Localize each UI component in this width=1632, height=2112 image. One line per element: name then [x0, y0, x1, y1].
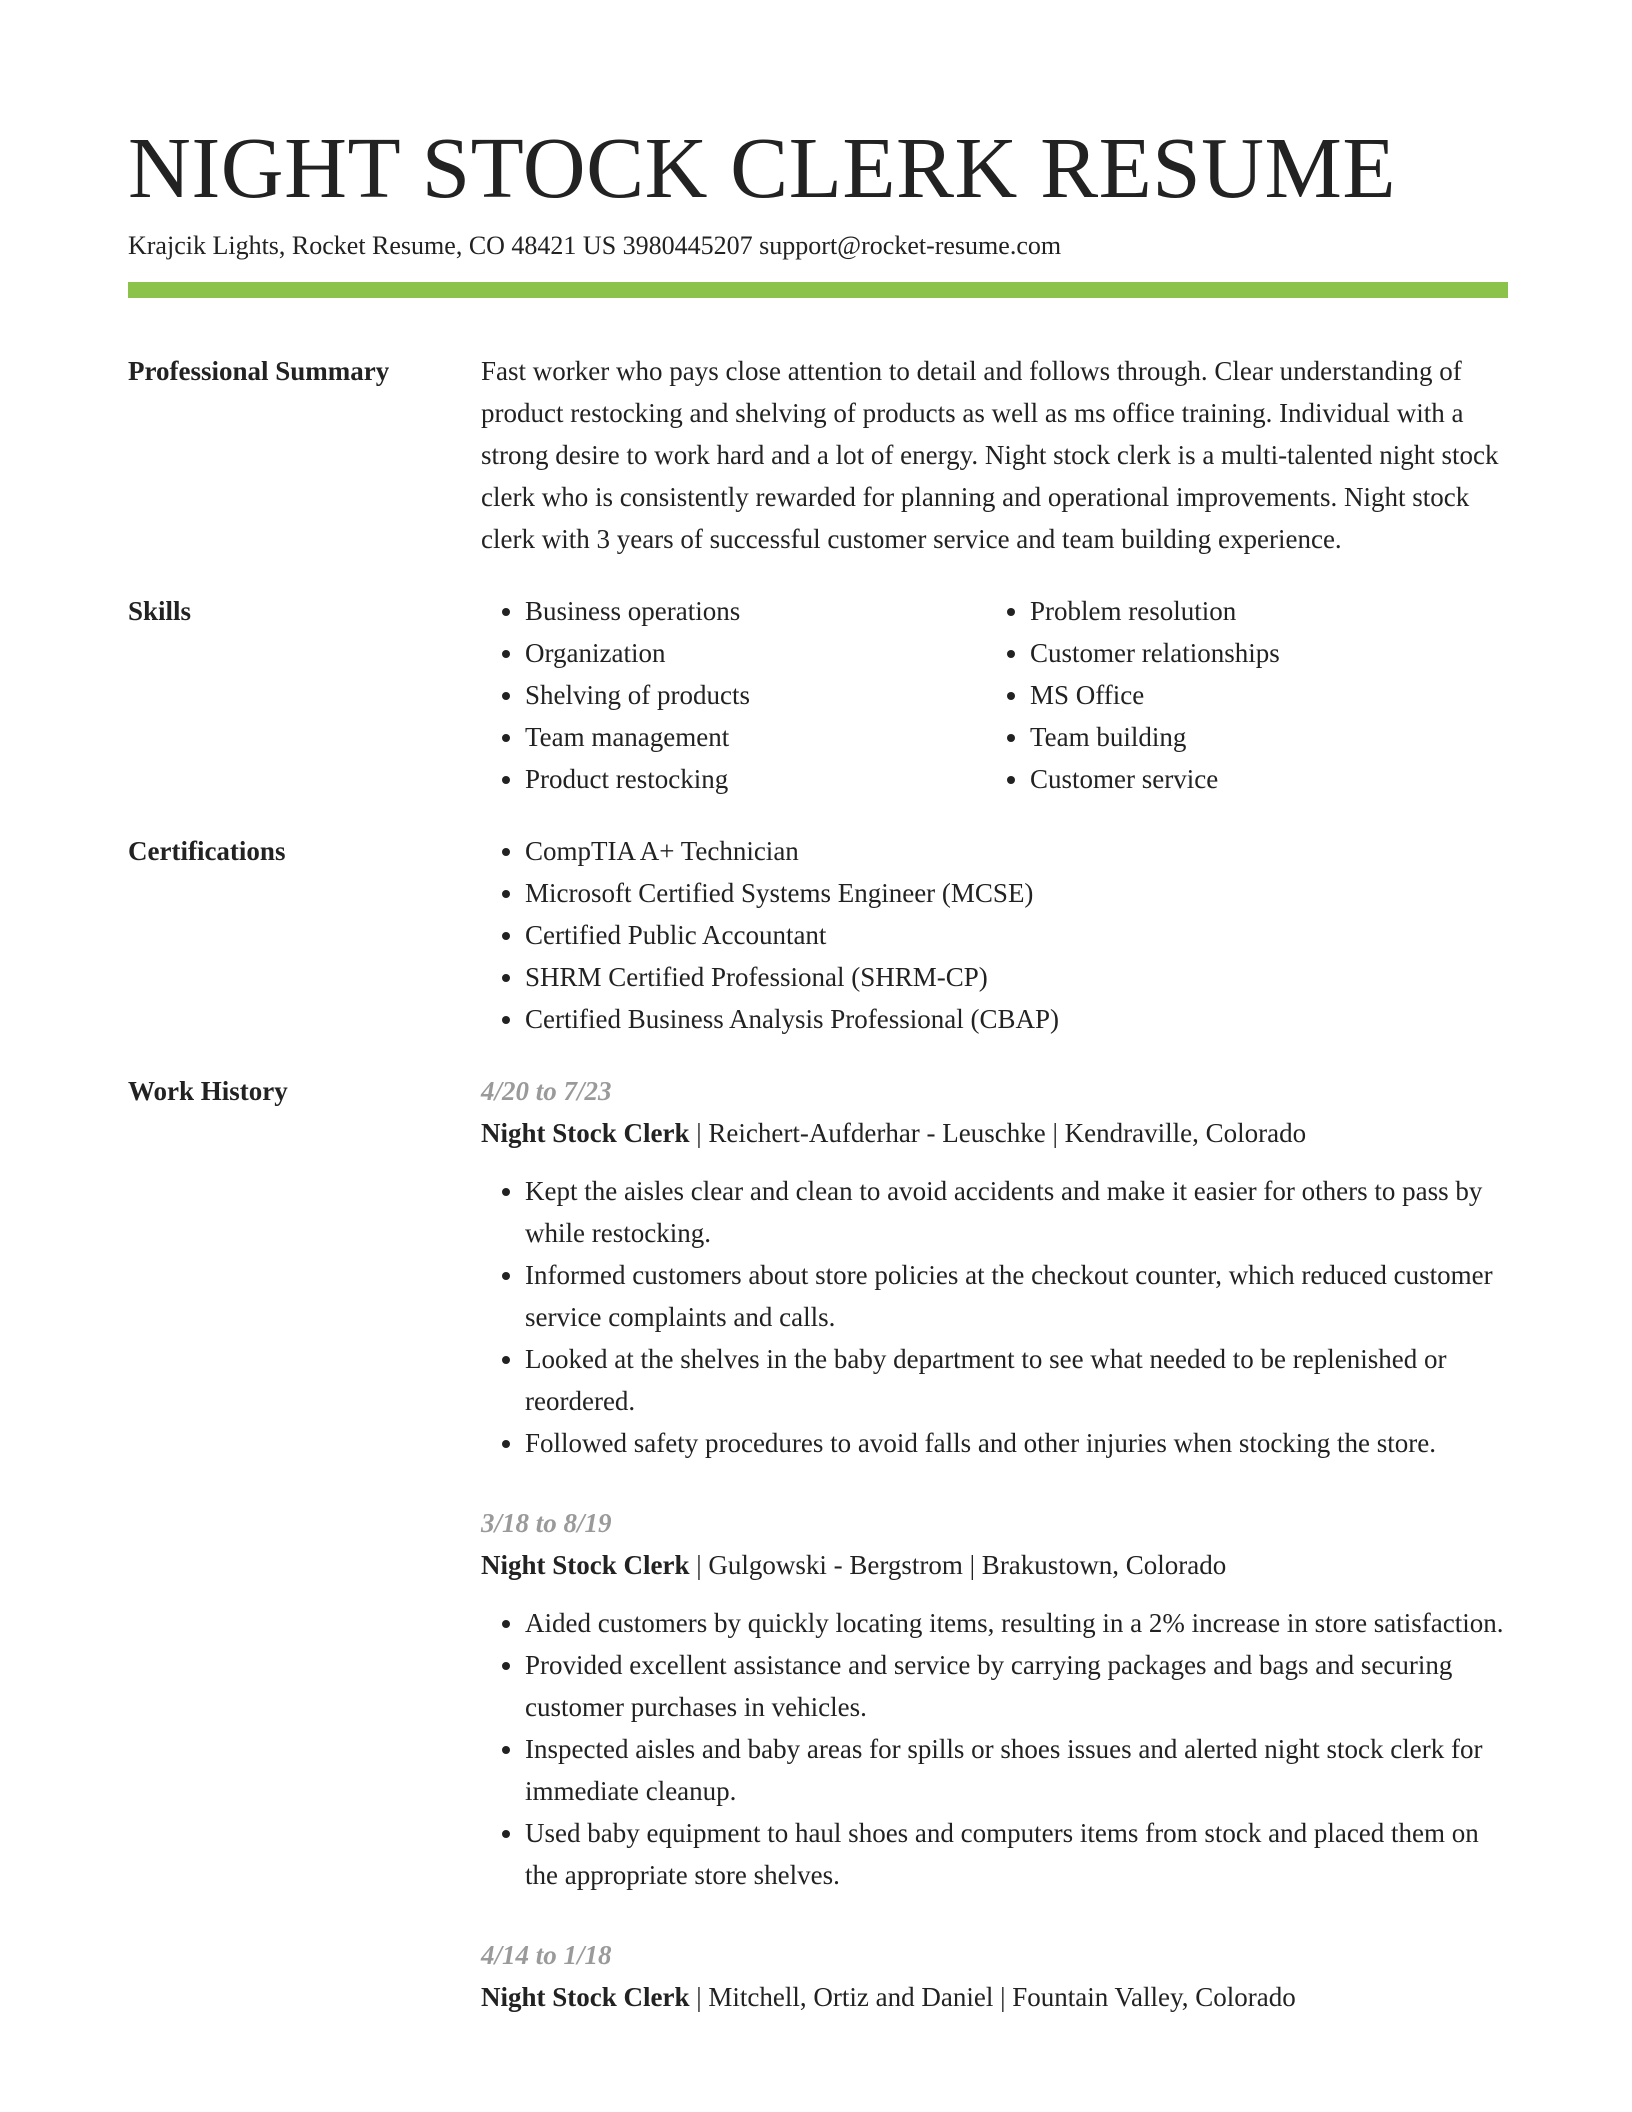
certification-item: • Certified Business Analysis Professional (CBAP): [525, 998, 1508, 1040]
job-bullet: • Provided excellent assistance and service by carrying packages and bags and securing customer purchases in vehicles.: [525, 1644, 1508, 1728]
job-heading: [481, 1976, 1508, 2018]
job-bullets: [481, 1602, 1508, 1896]
skill-item: • Problem resolution: [1030, 590, 1491, 632]
section-label-summary: Professional Summary: [128, 356, 390, 386]
certification-item: • CompTIA A+ Technician: [525, 830, 1508, 872]
skill-item: • Shelving of products: [525, 674, 986, 716]
job-title: Night Stock Clerk: [481, 1550, 690, 1580]
job-details: | Gulgowski - Bergstrom | Brakustown, Colorado: [689, 1550, 1227, 1580]
job-date: 4/20 to 7/23: [481, 1076, 612, 1106]
skill-item: • Business operations: [525, 590, 986, 632]
skill-item: • Team management: [525, 716, 986, 758]
contact-line: Krajcik Lights, Rocket Resume, CO 48421 US 3980445207 support@rocket-resume.com: [128, 231, 1062, 260]
job-bullet: • Kept the aisles clear and clean to avoid accidents and make it easier for others to pass by while restocking.: [525, 1170, 1508, 1254]
job-bullet: • Followed safety procedures to avoid falls and other injuries when stocking the store.: [525, 1422, 1508, 1464]
job-entry: [481, 1502, 1508, 1896]
job-bullets: [481, 1170, 1508, 1464]
certification-item: • Microsoft Certified Systems Engineer (MCSE): [525, 872, 1508, 914]
skill-item: • Organization: [525, 632, 986, 674]
section-label-certifications: Certifications: [128, 836, 286, 866]
job-details: | Reichert-Aufderhar - Leuschke | Kendraville, Colorado: [689, 1118, 1307, 1148]
resume-title: NIGHT STOCK CLERK RESUME: [128, 119, 1396, 216]
resume-page: [128, 118, 1508, 2056]
job-heading: [481, 1112, 1508, 1154]
skill-item: • Team building: [1030, 716, 1491, 758]
job-heading: [481, 1544, 1508, 1586]
skill-item: • Product restocking: [525, 758, 986, 800]
job-date: 4/14 to 1/18: [481, 1940, 612, 1970]
job-title: Night Stock Clerk: [481, 1118, 690, 1148]
job-bullet: • Inspected aisles and baby areas for spills or shoes issues and alerted night stock clerk for immediate cleanup.: [525, 1728, 1508, 1812]
section-label-skills: Skills: [128, 596, 192, 626]
job-bullet: • Looked at the shelves in the baby department to see what needed to be replenished or reordered.: [525, 1338, 1508, 1422]
work-history-section: [128, 1070, 1508, 2056]
section-label-work-history: Work History: [128, 1076, 288, 1106]
job-entry: [481, 1070, 1508, 1464]
skill-item: • Customer service: [1030, 758, 1491, 800]
skill-item: • MS Office: [1030, 674, 1491, 716]
header-divider: [128, 282, 1508, 298]
skills-section: [128, 590, 1508, 800]
certifications-section: [128, 830, 1508, 1040]
skill-item: • Customer relationships: [1030, 632, 1491, 674]
certifications-list: [481, 830, 1508, 1040]
certification-item: • SHRM Certified Professional (SHRM-CP): [525, 956, 1508, 998]
job-title: Night Stock Clerk: [481, 1982, 690, 2012]
job-bullet: • Informed customers about store policies at the checkout counter, which reduced customer service complaints and calls.: [525, 1254, 1508, 1338]
job-date: 3/18 to 8/19: [481, 1508, 612, 1538]
summary-text: Fast worker who pays close attention to detail and follows through. Clear understanding of product restocking and shelving of products as well as ms office training. Individual with a strong desire to work hard and a lot of energy. Night stock clerk is a multi-talented night stock clerk who is consistently rewarded for planning and operational improvements. Night stock clerk with 3 years of successful customer service and team building experience.: [481, 356, 1499, 554]
skills-list-left: [481, 590, 986, 800]
job-entry: [481, 1934, 1508, 2018]
job-details: | Mitchell, Ortiz and Daniel | Fountain Valley, Colorado: [689, 1982, 1296, 2012]
job-bullet: • Used baby equipment to haul shoes and computers items from stock and placed them on the appropriate store shelves.: [525, 1812, 1508, 1896]
skills-list-right: [986, 590, 1491, 800]
summary-section: [128, 350, 1508, 560]
certification-item: • Certified Public Accountant: [525, 914, 1508, 956]
job-bullet: • Aided customers by quickly locating items, resulting in a 2% increase in store satisfaction.: [525, 1602, 1508, 1644]
